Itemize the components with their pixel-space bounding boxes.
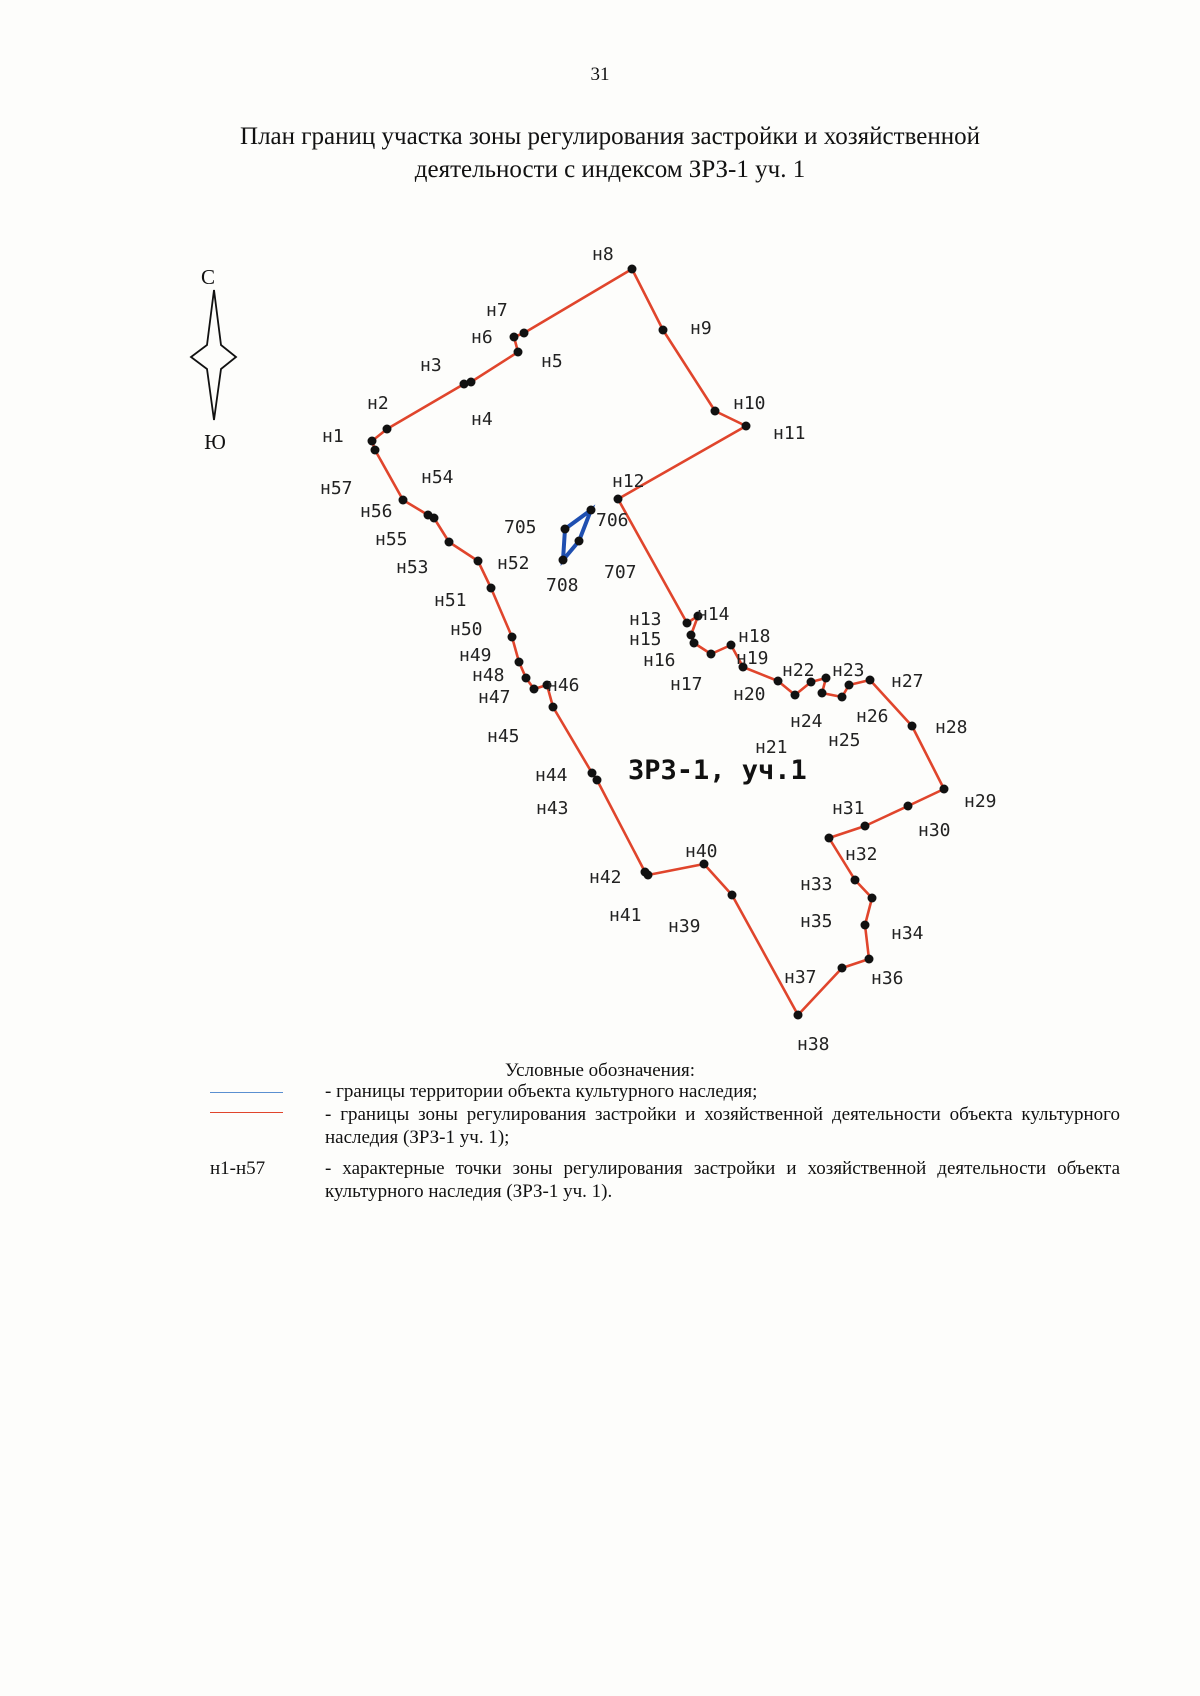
- zone-point-label-н1: н1: [322, 426, 344, 447]
- zone-point-vertex-н29: [940, 785, 949, 794]
- zone-point-label-н45: н45: [487, 726, 520, 747]
- zone-point-label-н9: н9: [690, 318, 712, 339]
- zone-point-label-н17: н17: [670, 674, 703, 695]
- zone-point-vertex-н38: [794, 1011, 803, 1020]
- zone-point-vertex-н45: [549, 703, 558, 712]
- zone-point-label-н7: н7: [486, 300, 508, 321]
- zone-point-vertex-н26: [845, 681, 854, 690]
- zone-name-label: ЗРЗ-1, уч.1: [628, 755, 807, 786]
- zone-point-label-н31: н31: [832, 798, 865, 819]
- heritage-point-label-706: 706: [596, 510, 629, 531]
- title-line-1: План границ участка зоны регулирования застройки и хозяйственной: [240, 123, 980, 150]
- zone-point-label-н5: н5: [541, 351, 563, 372]
- zone-point-vertex-н50: [508, 633, 517, 642]
- zone-point-vertex-н27: [866, 676, 875, 685]
- zone-point-vertex-н30: [904, 802, 913, 811]
- legend-swatch-blue: [210, 1092, 283, 1093]
- zone-point-label-н57: н57: [320, 478, 353, 499]
- zone-point-label-н6: н6: [471, 327, 493, 348]
- heritage-point-vertex-706: [587, 506, 596, 515]
- zone-point-label-н52: н52: [497, 553, 530, 574]
- page-number: 31: [590, 64, 610, 85]
- zone-point-label-н10: н10: [733, 393, 766, 414]
- zone-point-vertex-н31: [861, 822, 870, 831]
- legend-title: Условные обозначения:: [504, 1060, 696, 1081]
- zone-point-label-н50: н50: [450, 619, 483, 640]
- zone-point-label-н37: н37: [784, 967, 817, 988]
- compass-south-label: Ю: [204, 430, 226, 454]
- zone-point-vertex-н36: [865, 955, 874, 964]
- legend-text: - характерные точки зоны регулирования застройки и хозяйственной деятельности объекта культурного наследия (ЗРЗ-1 уч. 1).: [325, 1158, 1120, 1202]
- zone-point-label-н30: н30: [918, 820, 951, 841]
- zone-point-vertex-н24: [818, 689, 827, 698]
- zone-point-label-н24: н24: [790, 711, 823, 732]
- legend-key: н1-н57: [210, 1158, 266, 1179]
- zone-point-vertex-н37: [838, 964, 847, 973]
- zone-point-label-н20: н20: [733, 684, 766, 705]
- zone-point-label-н29: н29: [964, 791, 997, 812]
- heritage-point-vertex-705: [561, 525, 570, 534]
- zone-point-label-н55: н55: [375, 529, 408, 550]
- zone-point-label-н8: н8: [592, 244, 614, 265]
- heritage-point-vertex-707: [575, 537, 584, 546]
- heritage-boundary-line: [563, 510, 591, 560]
- zone-point-vertex-н47: [530, 685, 539, 694]
- zone-point-vertex-н7: [520, 329, 529, 338]
- zone-point-label-н3: н3: [420, 355, 442, 376]
- zone-point-vertex-н48: [522, 674, 531, 683]
- zone-point-label-н44: н44: [535, 765, 568, 786]
- zone-point-vertex-н56: [399, 496, 408, 505]
- zone-point-vertex-н15: [687, 631, 696, 640]
- zone-point-label-н33: н33: [800, 874, 833, 895]
- zone-point-vertex-н21: [791, 691, 800, 700]
- zone-point-vertex-н9: [659, 326, 668, 335]
- heritage-point-label-707: 707: [604, 562, 637, 583]
- zone-point-label-н13: н13: [629, 609, 662, 630]
- zone-point-label-н49: н49: [459, 645, 492, 666]
- zone-point-vertex-н33: [851, 876, 860, 885]
- zone-point-label-н16: н16: [643, 650, 676, 671]
- zone-point-label-н54: н54: [421, 467, 454, 488]
- heritage-point-label-708: 708: [546, 575, 579, 596]
- zone-point-label-н36: н36: [871, 968, 904, 989]
- zone-point-vertex-н53: [445, 538, 454, 547]
- zone-point-label-н21: н21: [755, 737, 788, 758]
- zone-point-vertex-н32: [825, 834, 834, 843]
- zone-point-label-н26: н26: [856, 706, 889, 727]
- zone-point-label-н12: н12: [612, 471, 645, 492]
- zone-point-vertex-н6: [510, 333, 519, 342]
- zone-point-vertex-н5: [514, 348, 523, 357]
- zone-point-vertex-н2: [383, 425, 392, 434]
- zone-point-vertex-н55: [424, 511, 433, 520]
- zone-point-labels: [320, 244, 997, 1055]
- zone-point-vertex-н10: [711, 407, 720, 416]
- zone-point-vertex-н42: [641, 868, 650, 877]
- zone-point-vertex-н17: [707, 650, 716, 659]
- zone-point-label-н27: н27: [891, 671, 924, 692]
- legend-text: - границы территории объекта культурного наследия;: [325, 1081, 758, 1102]
- zone-point-label-н4: н4: [471, 409, 493, 430]
- zone-point-vertex-н16: [690, 639, 699, 648]
- zone-point-vertex-н13: [683, 619, 692, 628]
- compass-north-label: С: [200, 265, 216, 289]
- zone-point-vertex-н49: [515, 658, 524, 667]
- zone-point-vertex-н44: [588, 769, 597, 778]
- zone-point-label-н41: н41: [609, 905, 642, 926]
- zone-point-label-н43: н43: [536, 798, 569, 819]
- title-line-2: деятельности с индексом ЗРЗ-1 уч. 1: [414, 156, 806, 183]
- zone-point-label-н14: н14: [697, 604, 730, 625]
- zone-point-vertex-н35: [861, 921, 870, 930]
- zone-point-label-н53: н53: [396, 557, 429, 578]
- zone-point-label-н19: н19: [736, 648, 769, 669]
- zone-point-vertex-н52: [474, 557, 483, 566]
- heritage-point-vertex-708: [559, 556, 568, 565]
- zone-point-label-н25: н25: [828, 730, 861, 751]
- zone-point-label-н23: н23: [832, 660, 865, 681]
- legend-swatch-red: [210, 1112, 283, 1113]
- zone-point-label-н56: н56: [360, 501, 393, 522]
- zone-point-label-н2: н2: [367, 393, 389, 414]
- zone-point-vertex-н51: [487, 584, 496, 593]
- zone-point-vertex-н25: [838, 693, 847, 702]
- zone-point-label-н34: н34: [891, 923, 924, 944]
- zone-point-label-н47: н47: [478, 687, 511, 708]
- zone-point-vertex-н39: [728, 891, 737, 900]
- zone-point-label-н11: н11: [773, 423, 806, 444]
- zone-point-label-н18: н18: [738, 626, 771, 647]
- zone-point-vertex-н1: [368, 437, 377, 446]
- zone-point-label-н32: н32: [845, 844, 878, 865]
- zone-point-vertex-н34: [868, 894, 877, 903]
- zone-point-label-н35: н35: [800, 911, 833, 932]
- zone-point-vertex-н23: [822, 674, 831, 683]
- zone-point-label-н42: н42: [589, 867, 622, 888]
- zone-point-vertex-н8: [628, 265, 637, 274]
- zone-point-label-н15: н15: [629, 629, 662, 650]
- zone-point-vertex-н57: [371, 446, 380, 455]
- zone-point-vertex-н12: [614, 495, 623, 504]
- zone-point-label-н46: н46: [547, 675, 580, 696]
- zone-point-label-н51: н51: [434, 590, 467, 611]
- zone-point-label-н22: н22: [782, 660, 815, 681]
- zone-point-vertex-н11: [742, 422, 751, 431]
- zone-point-vertex-н18: [727, 641, 736, 650]
- zone-point-label-н48: н48: [472, 665, 505, 686]
- zone-point-label-н28: н28: [935, 717, 968, 738]
- zone-point-label-н38: н38: [797, 1034, 830, 1055]
- zone-point-vertex-н28: [908, 722, 917, 731]
- compass-needle: [191, 290, 236, 420]
- compass-rose: [191, 265, 236, 454]
- zone-point-label-н40: н40: [685, 841, 718, 862]
- zone-point-vertex-н4: [467, 378, 476, 387]
- zone-point-label-н39: н39: [668, 916, 701, 937]
- legend-text: - границы зоны регулирования застройки и хозяйственной деятельности объекта культурного наследия (ЗРЗ-1 уч. 1);: [325, 1104, 1120, 1148]
- heritage-point-label-705: 705: [504, 517, 537, 538]
